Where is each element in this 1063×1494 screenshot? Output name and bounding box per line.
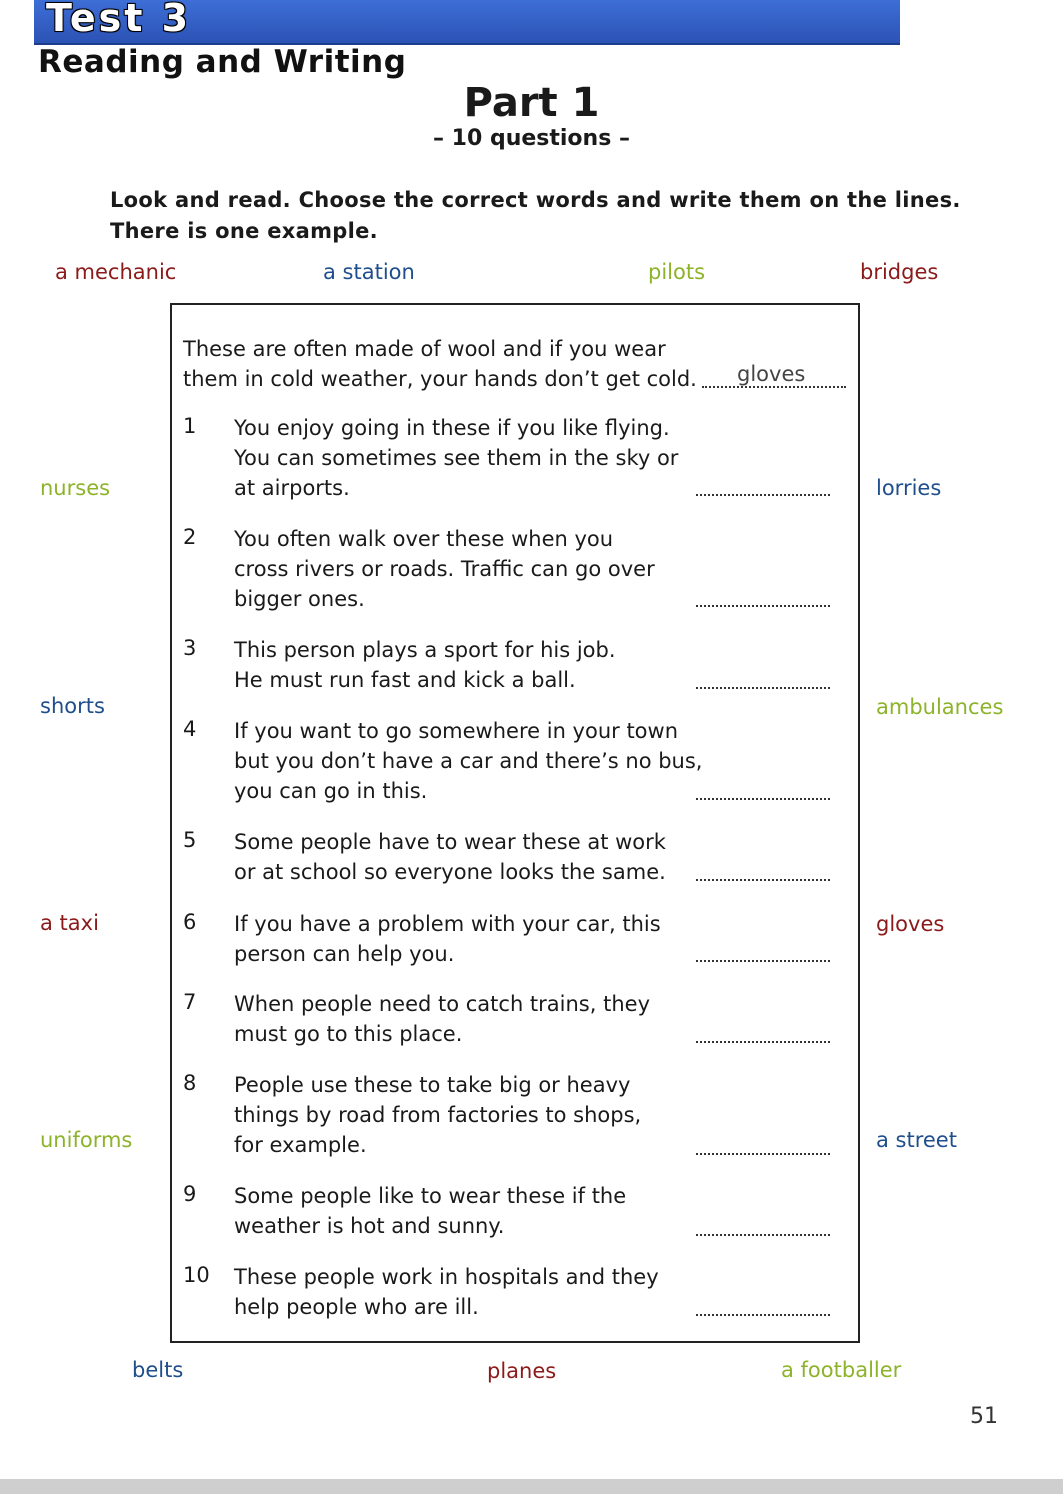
answer-line[interactable] <box>696 494 830 496</box>
answer-line[interactable] <box>696 1314 830 1316</box>
question-number: 3 <box>183 636 197 660</box>
word-bank-item: nurses <box>40 476 111 500</box>
answer-line[interactable] <box>696 687 830 689</box>
word-bank-item: a taxi <box>40 911 99 935</box>
question-number: 4 <box>183 717 197 741</box>
test-label: Test 3 <box>46 0 192 40</box>
word-bank-item: a mechanic <box>55 260 177 284</box>
question-number: 7 <box>183 990 197 1014</box>
answer-line[interactable] <box>696 1234 830 1236</box>
word-bank-item: belts <box>132 1358 184 1382</box>
answer-line[interactable] <box>696 879 830 881</box>
question-text: This person plays a sport for his job. He must run fast and kick a ball. <box>234 638 616 692</box>
question-text: These people work in hospitals and they help people who are ill. <box>234 1265 659 1319</box>
instruction-line: Look and read. Choose the correct words and write them on the lines. <box>110 188 961 212</box>
question-number: 9 <box>183 1182 197 1206</box>
example-text: These are often made of wool and if you wear them in cold weather, your hands don’t get cold. <box>183 337 697 391</box>
answer-line[interactable] <box>696 798 830 800</box>
question-number: 1 <box>183 414 197 438</box>
word-bank-item: ambulances <box>876 695 1004 719</box>
part-subtitle: – 10 questions – <box>433 126 630 151</box>
answer-line[interactable] <box>696 1041 830 1043</box>
example-answer-line <box>702 386 846 388</box>
question-text: Some people like to wear these if the weather is hot and sunny. <box>234 1184 627 1238</box>
question-number: 8 <box>183 1071 197 1095</box>
question-text: Some people have to wear these at work or at school so everyone looks the same. <box>234 830 666 884</box>
word-bank-item: a footballer <box>781 1358 902 1382</box>
example-answer: gloves <box>737 362 806 386</box>
word-bank-item: a street <box>876 1128 957 1152</box>
word-bank-item: lorries <box>876 476 942 500</box>
question-number: 2 <box>183 525 197 549</box>
instruction-line: There is one example. <box>110 219 378 243</box>
word-bank-item: planes <box>487 1359 557 1383</box>
question-text: You often walk over these when you cross rivers or roads. Traffic can go over bigger ones. <box>234 527 655 611</box>
word-bank-item: shorts <box>40 694 105 718</box>
question-text: If you want to go somewhere in your town but you don’t have a car and there’s no bus, you can go in this. <box>234 719 703 803</box>
section-title: Reading and Writing <box>38 44 407 80</box>
question-text: You enjoy going in these if you like flying. You can sometimes see them in the sky or at airports. <box>234 416 679 500</box>
word-bank-item: uniforms <box>40 1128 133 1152</box>
word-bank-item: a station <box>323 260 415 284</box>
answer-line[interactable] <box>696 960 830 962</box>
answer-line[interactable] <box>696 605 830 607</box>
page-number: 51 <box>970 1404 998 1429</box>
bottom-edge <box>0 1479 1063 1494</box>
question-number: 6 <box>183 910 197 934</box>
word-bank-item: pilots <box>648 260 706 284</box>
test-banner <box>34 0 900 45</box>
question-text: If you have a problem with your car, this person can help you. <box>234 912 661 966</box>
word-bank-item: gloves <box>876 912 945 936</box>
part-title: Part 1 <box>463 80 600 126</box>
answer-line[interactable] <box>696 1153 830 1155</box>
question-text: People use these to take big or heavy things by road from factories to shops, for example. <box>234 1073 642 1157</box>
question-number: 5 <box>183 828 197 852</box>
question-text: When people need to catch trains, they must go to this place. <box>234 992 650 1046</box>
word-bank-item: bridges <box>860 260 939 284</box>
question-number: 10 <box>183 1263 210 1287</box>
